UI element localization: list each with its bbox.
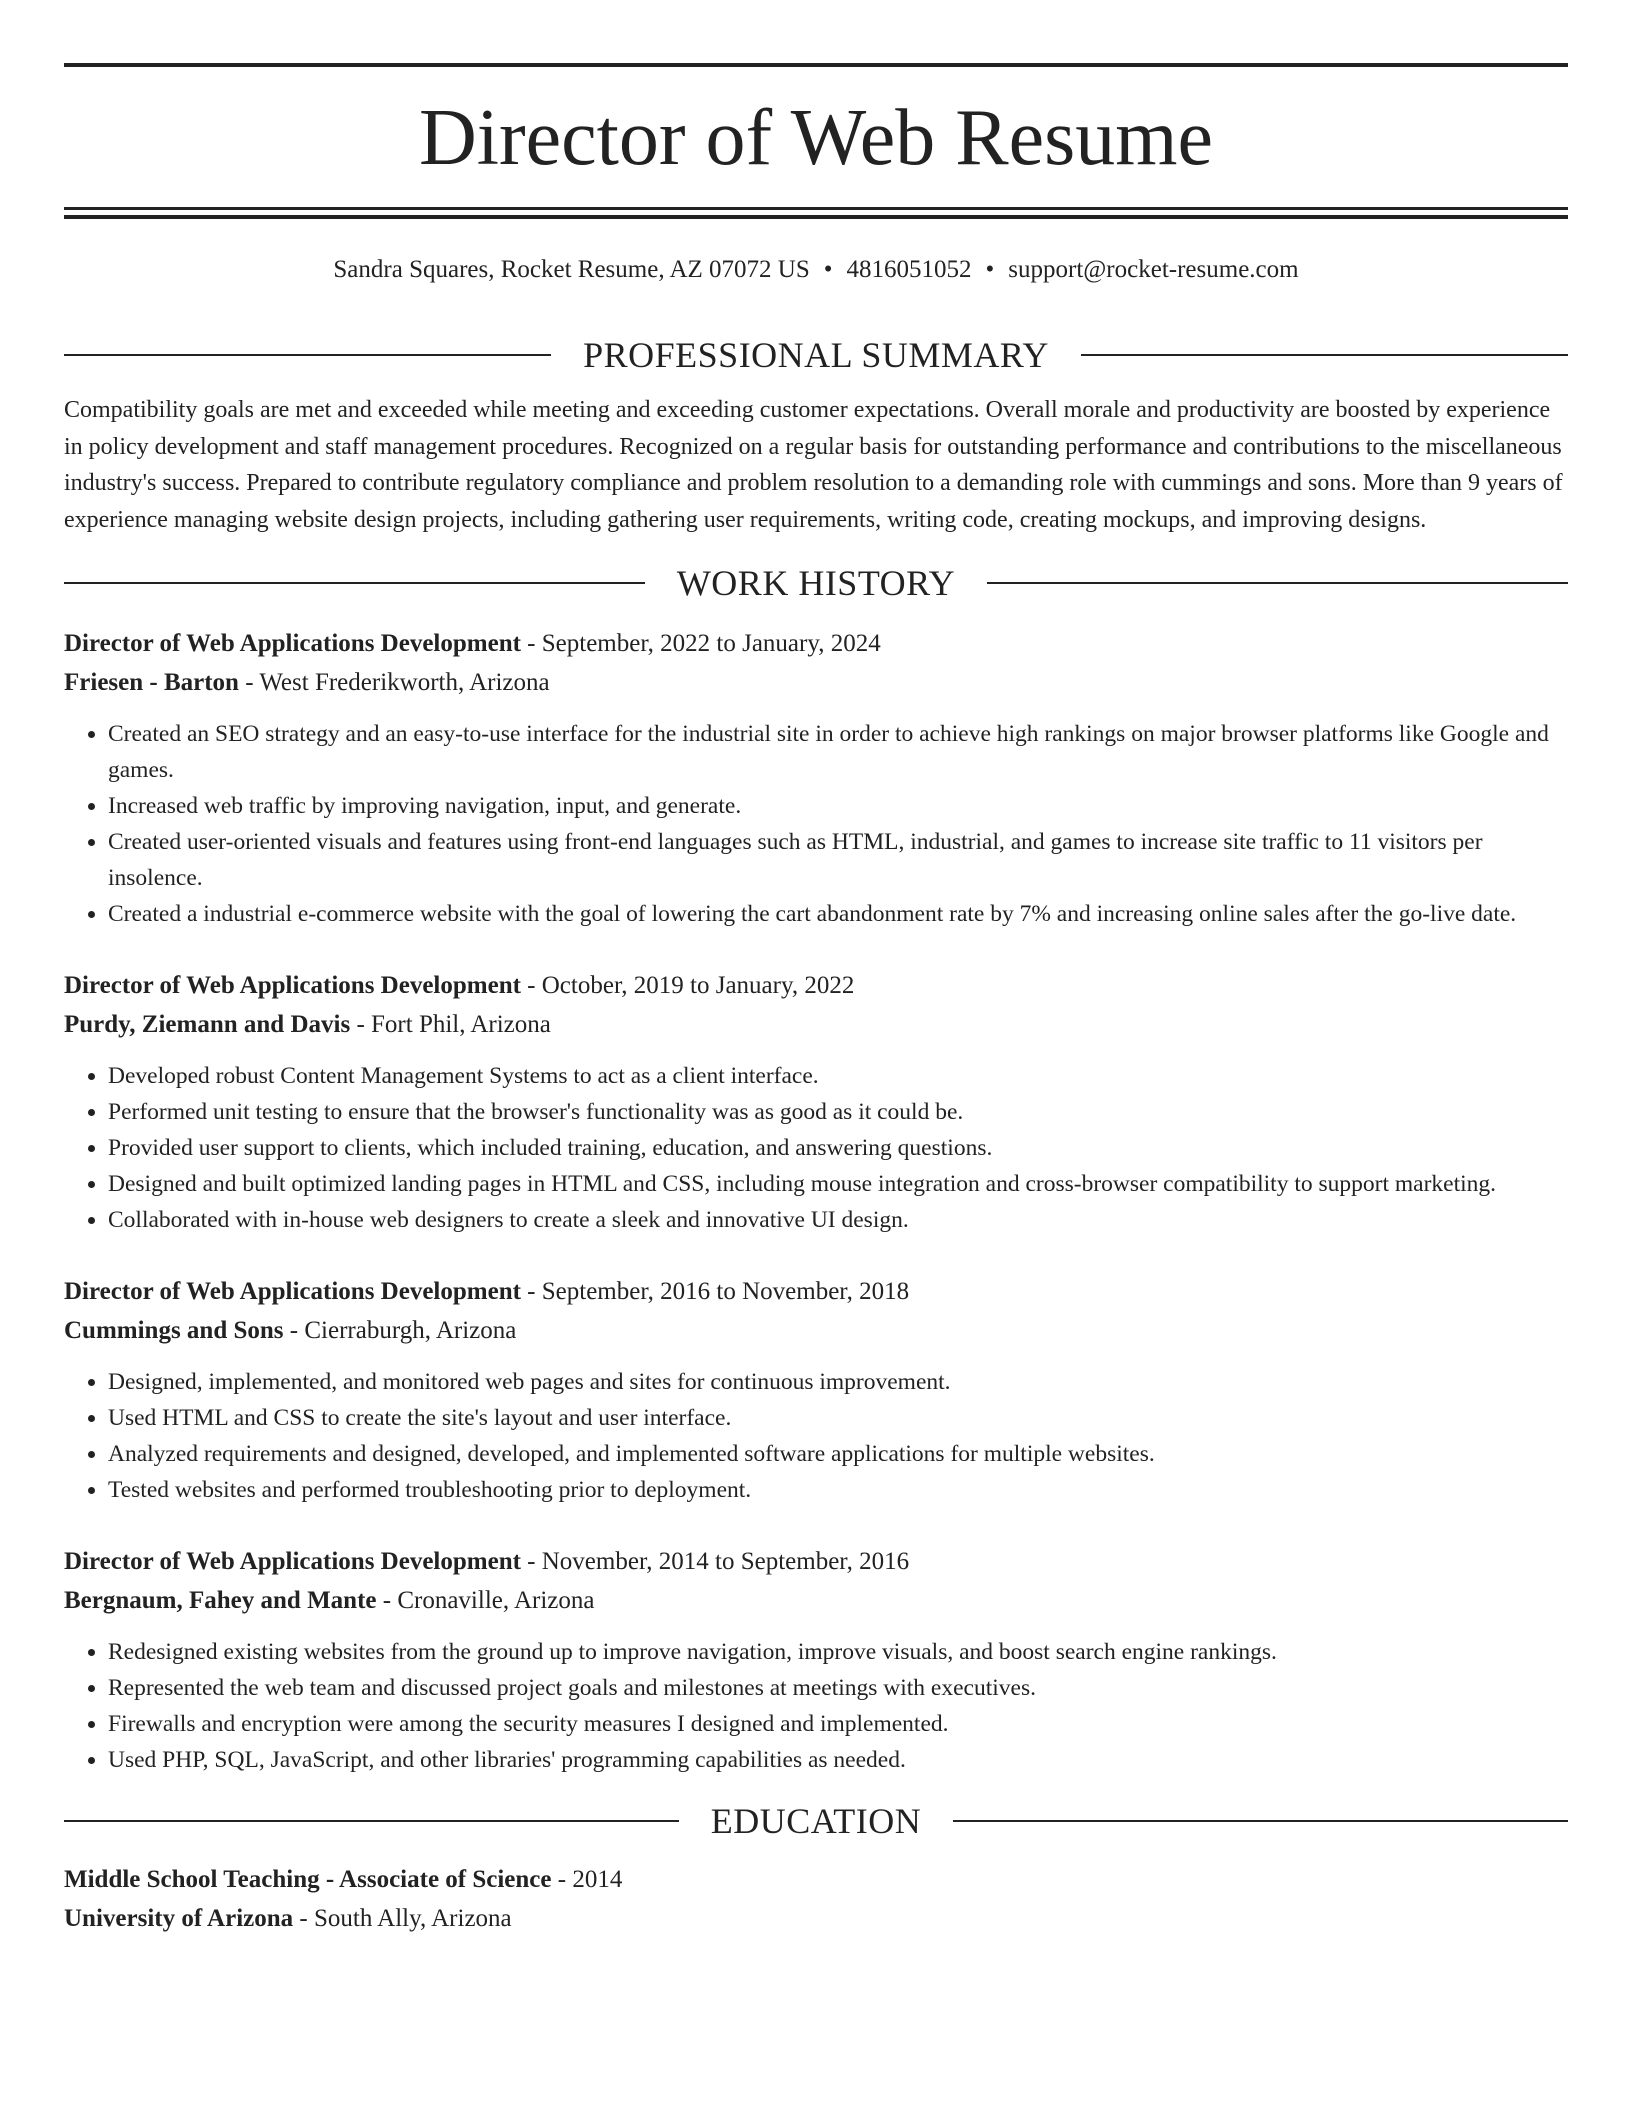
job-title: Director of Web Applications Development: [64, 630, 521, 657]
school: University of Arizona: [64, 1905, 294, 1932]
job-location: - West Frederikworth, Arizona: [245, 669, 550, 696]
job-bullets: [64, 716, 1568, 932]
divider-line: [987, 582, 1568, 584]
job-entry: [64, 966, 1568, 1238]
header-bottom-rule-thick: [64, 215, 1568, 219]
job-entry: [64, 624, 1568, 932]
contact-separator: •: [823, 256, 833, 283]
list-item: • Designed, implemented, and monitored web pages and sites for continuous improvement.: [108, 1364, 1568, 1400]
job-company-line: [64, 1581, 1568, 1620]
job-dates: - October, 2019 to January, 2022: [527, 972, 855, 999]
degree-year: - 2014: [557, 1866, 623, 1893]
job-company: Purdy, Ziemann and Davis: [64, 1011, 351, 1038]
school-line: [64, 1899, 1568, 1938]
job-title-line: [64, 1542, 1568, 1581]
section-title: EDUCATION: [710, 1801, 922, 1841]
job-location: - Cierraburgh, Arizona: [289, 1317, 517, 1344]
job-dates: - September, 2016 to November, 2018: [527, 1278, 910, 1305]
list-item: • Analyzed requirements and designed, developed, and implemented software applications for multiple websites.: [108, 1436, 1568, 1472]
job-entry: [64, 1272, 1568, 1508]
list-item: • Represented the web team and discussed project goals and milestones at meetings with executives.: [108, 1670, 1568, 1706]
job-title: Director of Web Applications Development: [64, 972, 521, 999]
school-location: - South Ally, Arizona: [299, 1905, 512, 1932]
education-section-heading: [64, 1796, 1568, 1846]
degree-line: [64, 1860, 1568, 1899]
job-location: - Fort Phil, Arizona: [356, 1011, 551, 1038]
job-title: Director of Web Applications Development: [64, 1548, 521, 1575]
resume-content: [64, 330, 1568, 1938]
list-item: • Collaborated with in-house web designers to create a sleek and innovative UI design.: [108, 1202, 1568, 1238]
contact-separator: •: [985, 256, 995, 283]
education-entry: [64, 1860, 1568, 1938]
list-item: • Firewalls and encryption were among the security measures I designed and implemented.: [108, 1706, 1568, 1742]
work-history-section-heading: [64, 558, 1568, 608]
job-company-line: [64, 1311, 1568, 1350]
summary-section-heading: [64, 330, 1568, 380]
job-company-line: [64, 1005, 1568, 1044]
job-title: Director of Web Applications Development: [64, 1278, 521, 1305]
contact-phone: 4816051052: [846, 256, 972, 283]
job-bullets: [64, 1058, 1568, 1238]
list-item: • Provided user support to clients, which included training, education, and answering questions.: [108, 1130, 1568, 1166]
divider-line: [953, 1820, 1568, 1822]
list-item: • Created user-oriented visuals and features using front-end languages such as HTML, industrial, and games to increase site traffic to 11 visitors per insolence.: [108, 824, 1568, 896]
degree: Middle School Teaching - Associate of Science: [64, 1866, 552, 1893]
divider-line: [1081, 354, 1568, 356]
job-entry: [64, 1542, 1568, 1778]
section-title: WORK HISTORY: [676, 563, 956, 603]
list-item: • Used HTML and CSS to create the site's layout and user interface.: [108, 1400, 1568, 1436]
page-title: Director of Web Resume: [418, 94, 1214, 182]
list-item: • Redesigned existing websites from the ground up to improve navigation, improve visuals, and boost search engine rankings.: [108, 1634, 1568, 1670]
list-item: • Tested websites and performed troubleshooting prior to deployment.: [108, 1472, 1568, 1508]
job-dates: - November, 2014 to September, 2016: [527, 1548, 910, 1575]
job-company: Cummings and Sons: [64, 1317, 284, 1344]
job-company: Friesen - Barton: [64, 669, 239, 696]
list-item: • Created an SEO strategy and an easy-to-use interface for the industrial site in order to achieve high rankings on major browser platforms like Google and games.: [108, 716, 1568, 788]
job-title-line: [64, 966, 1568, 1005]
job-bullets: [64, 1634, 1568, 1778]
divider-line: [64, 582, 645, 584]
contact-line: [64, 254, 1568, 286]
divider-line: [64, 354, 551, 356]
list-item: • Increased web traffic by improving navigation, input, and generate.: [108, 788, 1568, 824]
section-title: PROFESSIONAL SUMMARY: [583, 335, 1049, 375]
contact-address: Sandra Squares, Rocket Resume, AZ 07072 US: [333, 256, 810, 283]
job-location: - Cronaville, Arizona: [382, 1587, 595, 1614]
list-item: • Designed and built optimized landing pages in HTML and CSS, including mouse integration and cross-browser compatibility to support marketing.: [108, 1166, 1568, 1202]
contact-email: support@rocket-resume.com: [1008, 256, 1299, 283]
job-dates: - September, 2022 to January, 2024: [527, 630, 881, 657]
summary-text: Compatibility goals are met and exceeded while meeting and exceeding customer expectations. Overall morale and productivity are boosted by experience in policy development and staff management procedures. Recognized on a regular basis for outstanding performance and contributions to the miscellaneous industry's success. Prepared to contribute regulatory compliance and problem resolution to a demanding role with cummings and sons. More than 9 years of experience managing website design projects, including gathering user requirements, writing code, creating mockups, and improving designs.: [64, 397, 1563, 533]
job-bullets: [64, 1364, 1568, 1508]
list-item: • Developed robust Content Management Systems to act as a client interface.: [108, 1058, 1568, 1094]
job-title-line: [64, 624, 1568, 663]
list-item: • Used PHP, SQL, JavaScript, and other libraries' programming capabilities as needed.: [108, 1742, 1568, 1778]
job-company: Bergnaum, Fahey and Mante: [64, 1587, 377, 1614]
list-item: • Created a industrial e-commerce website with the goal of lowering the cart abandonment rate by 7% and increasing online sales after the go-live date.: [108, 896, 1568, 932]
job-company-line: [64, 663, 1568, 702]
job-title-line: [64, 1272, 1568, 1311]
divider-line: [64, 1820, 679, 1822]
header-top-rule: [64, 63, 1568, 67]
list-item: • Performed unit testing to ensure that the browser's functionality was as good as it could be.: [108, 1094, 1568, 1130]
header-bottom-rule: [64, 207, 1568, 210]
